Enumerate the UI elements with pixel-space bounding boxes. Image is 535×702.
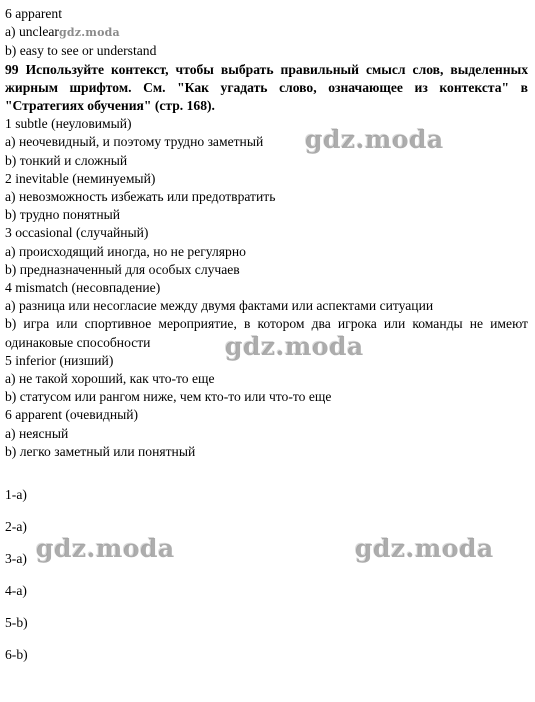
prev-option-a [5,23,528,42]
option-a: a) не такой хороший, как что-то еще [5,371,215,387]
answer-4: 4-a) [5,583,27,598]
prev-option-b: b) easy to see or understand [5,43,157,59]
watermark: gdz.moda [355,534,494,563]
item-header: 1 subtle (неуловимый) [5,116,132,132]
option-a: a) неочевидный, и поэтому трудно заметный [5,134,264,150]
answer-2: 2-a) [5,519,27,534]
answer-5: 5-b) [5,615,28,630]
item-3 [5,224,528,279]
prev-option-a-text: a) unclear [5,24,59,40]
item-header: 5 inferior (низший) [5,352,114,368]
prev-item-header: 6 apparent [5,6,62,21]
option-b: b) предназначенный для особых случаев [5,261,240,277]
answer-3: 3-a) [5,551,27,566]
item-2 [5,170,528,225]
watermark: gdz.moda [305,125,444,154]
inline-watermark: gdz.moda [58,26,120,40]
item-header: 2 inevitable (неминуемый) [5,170,156,186]
answer-6: 6-b) [5,647,28,662]
item-header: 3 occasional (случайный) [5,225,149,241]
answer-1: 1-a) [5,487,27,502]
option-a: a) невозможность избежать или предотвратить [5,189,276,205]
document-page [5,5,528,461]
item-header: 4 mismatch (несовпадение) [5,280,161,296]
item-1 [5,115,528,170]
task-instruction: 99 Используйте контекст, чтобы выбрать правильный смысл слов, выделенных жирным шрифтом. См. "Как угадать слово, означающее из контекста" в "Стратегиях обучения" (стр. 168). [5,61,528,114]
watermark: gdz.moda [225,332,364,361]
option-a: a) неясный [5,425,69,441]
option-b: b) легко заметный или понятный [5,443,196,459]
option-a: a) происходящий иногда, но не регулярно [5,243,246,259]
option-a: a) разница или несогласие между двумя фактами или аспектами ситуации [5,298,434,314]
option-b: b) статусом или рангом ниже, чем кто-то или что-то еще [5,389,332,405]
item-header: 6 apparent (очевидный) [5,407,139,423]
item-6 [5,406,528,461]
option-b: b) трудно понятный [5,207,120,223]
option-b: b) игра или спортивное мероприятие, в котором два игрока или команды не имеют одинаковые способности [5,316,528,350]
watermark: gdz.moda [36,534,175,563]
option-b: b) тонкий и сложный [5,152,128,168]
